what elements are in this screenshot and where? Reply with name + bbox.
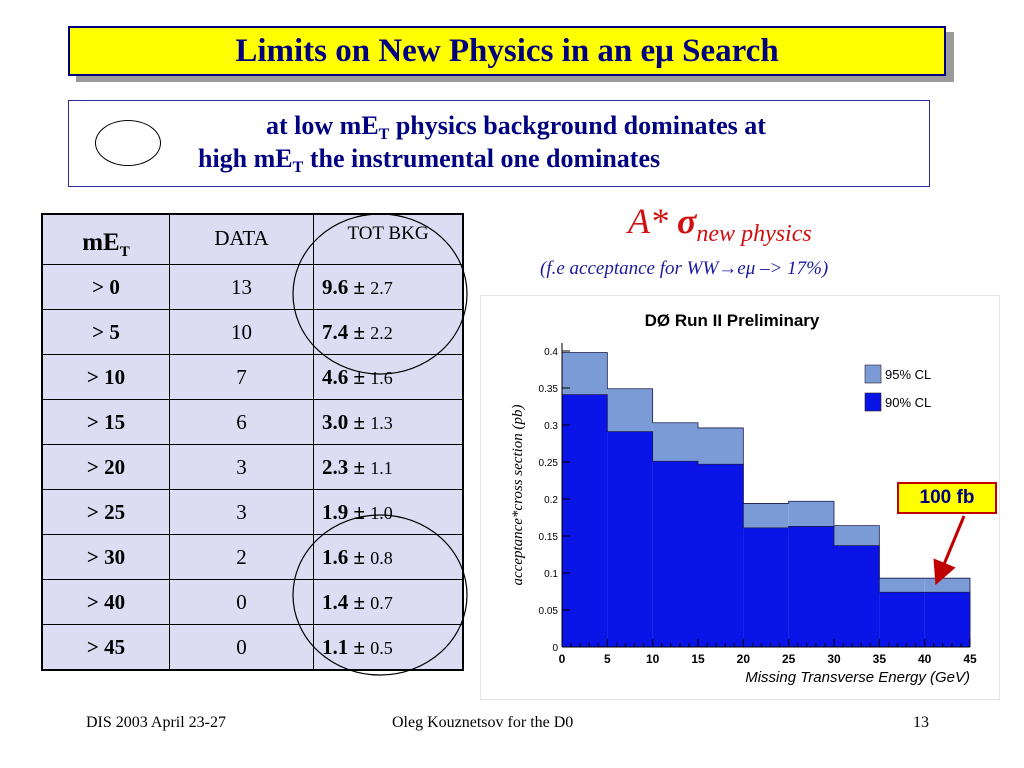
note-line-1: at low $mE_T$ physics background dominates at: [266, 111, 766, 143]
hist-bar-90cl: [925, 592, 970, 647]
bkg-error: 2.7: [370, 277, 393, 298]
plus-minus: ±: [353, 409, 366, 434]
hist-bar-90cl: [789, 526, 834, 647]
y-tick-label: 0.35: [538, 384, 558, 395]
plus-minus: ±: [353, 364, 366, 389]
formula-note: (f.e acceptance for WW→eμ –> 17%): [540, 258, 829, 279]
plus-minus: ±: [353, 319, 366, 344]
bkg-value: 1.4: [322, 589, 349, 614]
slide-title: Limits on New Physics in an eμ Search: [68, 26, 946, 76]
data-cell: 2: [170, 535, 314, 580]
hist-bar-90cl: [607, 432, 652, 647]
cut-cell: > 0: [42, 265, 170, 310]
y-axis-label: acceptance*cross section (pb): [510, 404, 526, 586]
hist-bar-90cl: [562, 395, 607, 647]
bkg-error: 1.1: [370, 457, 393, 478]
x-tick-label: 30: [827, 652, 841, 666]
bkg-value: 1.9: [322, 499, 349, 524]
x-tick-label: 5: [603, 652, 611, 666]
y-tick-label: 0: [552, 643, 558, 654]
cut-cell: > 5: [42, 310, 170, 355]
callout-arrow: [930, 508, 980, 588]
plus-minus: ±: [353, 499, 366, 524]
x-tick-label: 20: [736, 652, 751, 666]
highlight-circle-lower: [293, 515, 467, 675]
y-tick-label: 0.3: [544, 421, 558, 432]
plus-minus: ±: [353, 274, 366, 299]
bkg-error: 2.2: [370, 322, 393, 343]
header-data: DATA: [170, 214, 314, 265]
hist-bar-90cl: [834, 546, 879, 647]
bkg-error: 1.6: [370, 367, 393, 388]
legend-label: 90% CL: [885, 395, 932, 410]
chart-title: DØ Run II Preliminary: [644, 311, 820, 330]
y-tick-label: 0.1: [544, 569, 558, 580]
cut-cell: > 30: [42, 535, 170, 580]
oval-shape: [95, 120, 161, 166]
bkg-value: 1.6: [322, 544, 349, 569]
x-tick-label: 45: [963, 652, 977, 666]
data-cell: 0: [170, 580, 314, 625]
x-tick-label: 15: [691, 652, 705, 666]
legend-label: 95% CL: [885, 367, 932, 382]
data-cell: 6: [170, 400, 314, 445]
data-cell: 3: [170, 445, 314, 490]
legend-swatch: [865, 393, 881, 411]
y-tick-label: 0.05: [538, 606, 558, 617]
plus-minus: ±: [353, 544, 366, 569]
cut-cell: > 40: [42, 580, 170, 625]
cut-cell: > 45: [42, 625, 170, 671]
bkg-value: 3.0: [322, 409, 349, 434]
hist-bar-90cl: [879, 592, 924, 647]
bkg-value: 2.3: [322, 454, 349, 479]
cut-cell: > 15: [42, 400, 170, 445]
bkg-error: 1.3: [370, 412, 393, 433]
data-cell: 3: [170, 490, 314, 535]
x-tick-label: 0: [558, 652, 566, 666]
x-tick-label: 25: [781, 652, 796, 666]
x-tick-label: 10: [645, 652, 660, 666]
legend-swatch: [865, 365, 881, 383]
data-cell: 0: [170, 625, 314, 671]
plus-minus: ±: [353, 454, 366, 479]
bkg-value: 1.1: [322, 634, 349, 659]
highlight-circles: [290, 212, 480, 682]
x-tick-label: 40: [917, 652, 932, 666]
callout-100fb: 100 fb: [897, 482, 997, 514]
plus-minus: ±: [353, 589, 366, 614]
footer-left: DIS 2003 April 23-27: [86, 714, 226, 731]
cut-cell: > 25: [42, 490, 170, 535]
x-axis-label: Missing Transverse Energy (GeV): [745, 669, 970, 686]
header-bkg: TOT BKG: [314, 214, 464, 265]
bkg-value: 7.4: [322, 319, 349, 344]
y-tick-label: 0.2: [544, 495, 558, 506]
plus-minus: ±: [353, 634, 366, 659]
note-line-2: high $mE_T$ the instrumental one dominates: [198, 144, 661, 176]
y-tick-label: 0.25: [538, 458, 558, 469]
cut-cell: > 20: [42, 445, 170, 490]
x-tick-label: 35: [872, 652, 887, 666]
page-number: 13: [913, 714, 929, 731]
footer-center: Oleg Kouznetsov for the D0: [392, 714, 574, 731]
bkg-error: 0.7: [370, 592, 393, 613]
data-cell: 10: [170, 310, 314, 355]
data-cell: 13: [170, 265, 314, 310]
y-tick-label: 0.4: [544, 347, 558, 358]
cut-cell: > 10: [42, 355, 170, 400]
hist-bar-90cl: [653, 461, 698, 647]
hist-bar-90cl: [743, 528, 788, 647]
bkg-error: 0.5: [370, 637, 393, 658]
header-met: $mE_T$: [42, 214, 170, 265]
bkg-error: 1.0: [370, 502, 393, 523]
highlight-circle-upper: [293, 214, 467, 374]
formula-label: A* $\sigma_{new physics}$: [628, 201, 812, 248]
bkg-value: 9.6: [322, 274, 349, 299]
y-tick-label: 0.15: [538, 532, 558, 543]
bkg-error: 0.8: [370, 547, 393, 568]
hist-bar-90cl: [698, 464, 743, 647]
data-cell: 7: [170, 355, 314, 400]
bkg-value: 4.6: [322, 364, 349, 389]
